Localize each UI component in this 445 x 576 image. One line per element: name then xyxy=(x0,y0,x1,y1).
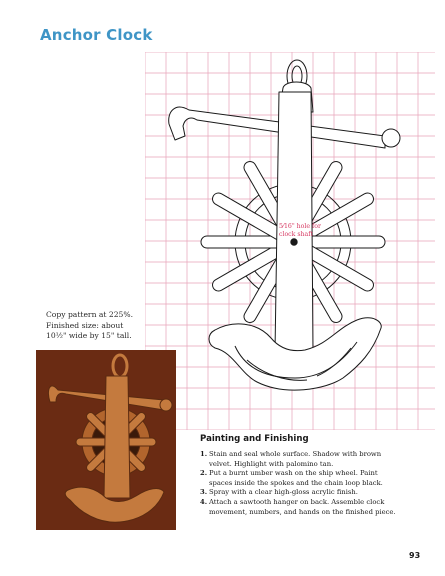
step-line: Spray with a clear high-gloss acrylic finish. xyxy=(209,488,358,497)
finishing-heading: Painting and Finishing xyxy=(200,434,309,444)
finishing-steps xyxy=(200,450,400,517)
page-number: 93 xyxy=(409,551,421,560)
hole-label-line1: 5⁄16" hole for xyxy=(279,223,321,230)
step-line: Put a burnt umber wash on the ship wheel. Paint xyxy=(209,469,378,478)
finishing-step xyxy=(200,488,400,498)
anchor-shank xyxy=(275,92,313,352)
step-number: 4. xyxy=(200,497,208,506)
step-text xyxy=(209,488,400,498)
step-number: 3. xyxy=(200,488,208,497)
copy-note-line: Finished size: about xyxy=(46,320,124,330)
copy-note-line: 10½" wide by 15" tall. xyxy=(46,331,132,340)
step-line: Stain and seal whole surface. Shadow with brown xyxy=(209,450,382,458)
anchor-pattern-drawing xyxy=(145,52,435,430)
pattern-grid xyxy=(145,52,435,430)
anchor-stock-knob xyxy=(382,129,400,147)
step-text xyxy=(209,450,400,469)
step-number: 2. xyxy=(200,469,208,478)
page-title: Anchor Clock xyxy=(40,26,153,44)
step-line: Attach a sawtooth hanger on back. Assemble clock xyxy=(209,497,385,506)
hole-label-line2: clock shaft xyxy=(279,231,313,238)
step-line: velvet. Highlight with palomino tan. xyxy=(209,459,334,468)
step-line: spaces inside the spokes and the chain loop black. xyxy=(209,478,383,487)
anchor-stock-bar xyxy=(169,107,385,148)
finishing-step xyxy=(200,450,400,469)
finishing-step xyxy=(200,469,400,488)
step-number: 1. xyxy=(200,450,208,458)
finished-clock-image xyxy=(36,350,176,530)
finished-clock-photo xyxy=(36,350,176,530)
copy-note-line: Copy pattern at 225%. xyxy=(46,310,133,319)
finishing-step xyxy=(200,498,400,517)
step-text xyxy=(209,498,400,517)
step-text xyxy=(209,469,400,488)
copy-note xyxy=(46,310,146,342)
step-line: movement, numbers, and hands on the finished piece. xyxy=(209,507,396,516)
clock-shaft-hole xyxy=(291,239,297,245)
